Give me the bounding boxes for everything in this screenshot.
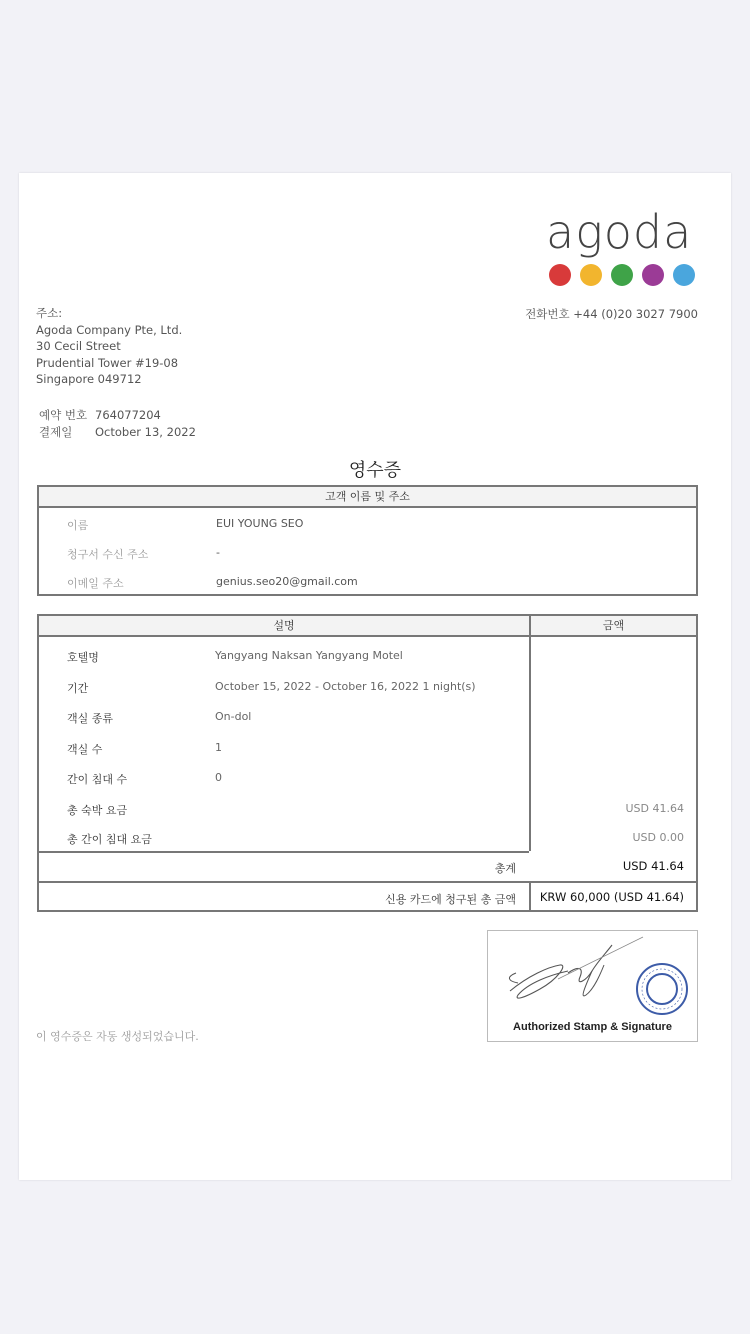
total-label: 총계 <box>494 862 516 875</box>
booking-number: 764077204 <box>95 408 161 422</box>
column-divider <box>529 616 531 851</box>
amount-column-header: 금액 <box>531 616 696 637</box>
room-type-label: 객실 종류 <box>67 712 114 725</box>
hotel-name-value: Yangyang Naksan Yangyang Motel <box>215 649 403 662</box>
charged-divider <box>39 881 696 883</box>
column-divider <box>529 881 531 912</box>
address-line: Prudential Tower #19-08 <box>36 355 179 370</box>
receipt-title: 영수증 <box>348 460 402 481</box>
authorized-stamp <box>487 930 698 1042</box>
description-column-header: 설명 <box>39 616 529 637</box>
room-type-value: On-dol <box>215 710 252 723</box>
email-label: 이메일 주소 <box>67 577 124 590</box>
customer-info-header: 고객 이름 및 주소 <box>39 487 696 508</box>
stamp-label: Authorized Stamp & Signature <box>513 1021 672 1033</box>
stay-period-value: October 15, 2022 - October 16, 2022 1 night(s) <box>215 680 476 693</box>
phone-number: +44 (0)20 3027 7900 <box>573 307 698 321</box>
company-address <box>36 305 182 388</box>
receipt-page <box>19 173 731 1180</box>
booking-number-label: 예약 번호 <box>39 408 88 422</box>
billing-address-value: - <box>216 546 220 559</box>
logo-dot-green <box>611 264 633 286</box>
hotel-name-label: 호텔명 <box>67 651 99 664</box>
booking-info <box>39 407 196 441</box>
card-charged-label: 신용 카드에 청구된 총 금액 <box>385 893 516 906</box>
logo-dot-red <box>549 264 571 286</box>
logo-dot-blue <box>673 264 695 286</box>
extra-bed-count-value: 0 <box>215 771 222 784</box>
total-divider <box>39 851 529 853</box>
payment-date: October 13, 2022 <box>95 425 196 439</box>
email-value: genius.seo20@gmail.com <box>216 575 358 588</box>
extra-bed-charge-amount: USD 0.00 <box>632 831 684 844</box>
payment-date-label: 결제일 <box>39 425 73 439</box>
logo-text: agoda <box>546 205 693 259</box>
customer-info-table <box>37 485 698 596</box>
room-count-label: 객실 수 <box>67 743 103 756</box>
signature-image <box>488 931 699 1021</box>
customer-name-label: 이름 <box>67 519 89 532</box>
extra-bed-charge-label: 총 간이 침대 요금 <box>67 833 152 846</box>
address-line: Agoda Company Pte, Ltd. <box>36 322 183 337</box>
charges-table <box>37 614 698 912</box>
card-charged-amount: KRW 60,000 (USD 41.64) <box>539 890 684 904</box>
room-charge-amount: USD 41.64 <box>625 802 684 815</box>
logo-dot-yellow <box>580 264 602 286</box>
auto-generated-note: 이 영수증은 자동 생성되었습니다. <box>36 1030 199 1043</box>
room-charge-label: 총 숙박 요금 <box>67 804 128 817</box>
extra-bed-count-label: 간이 침대 수 <box>67 773 128 786</box>
phone-label: 전화번호 <box>525 307 570 321</box>
company-phone <box>525 306 698 322</box>
logo-dot-purple <box>642 264 664 286</box>
address-line: 30 Cecil Street <box>36 339 121 353</box>
address-label: 주소: <box>36 306 63 320</box>
address-line: Singapore 049712 <box>36 372 142 386</box>
billing-address-label: 청구서 수신 주소 <box>67 548 149 561</box>
total-amount: USD 41.64 <box>622 859 684 873</box>
stay-period-label: 기간 <box>67 682 89 695</box>
customer-name-value: EUI YOUNG SEO <box>216 517 304 530</box>
room-count-value: 1 <box>215 741 222 754</box>
